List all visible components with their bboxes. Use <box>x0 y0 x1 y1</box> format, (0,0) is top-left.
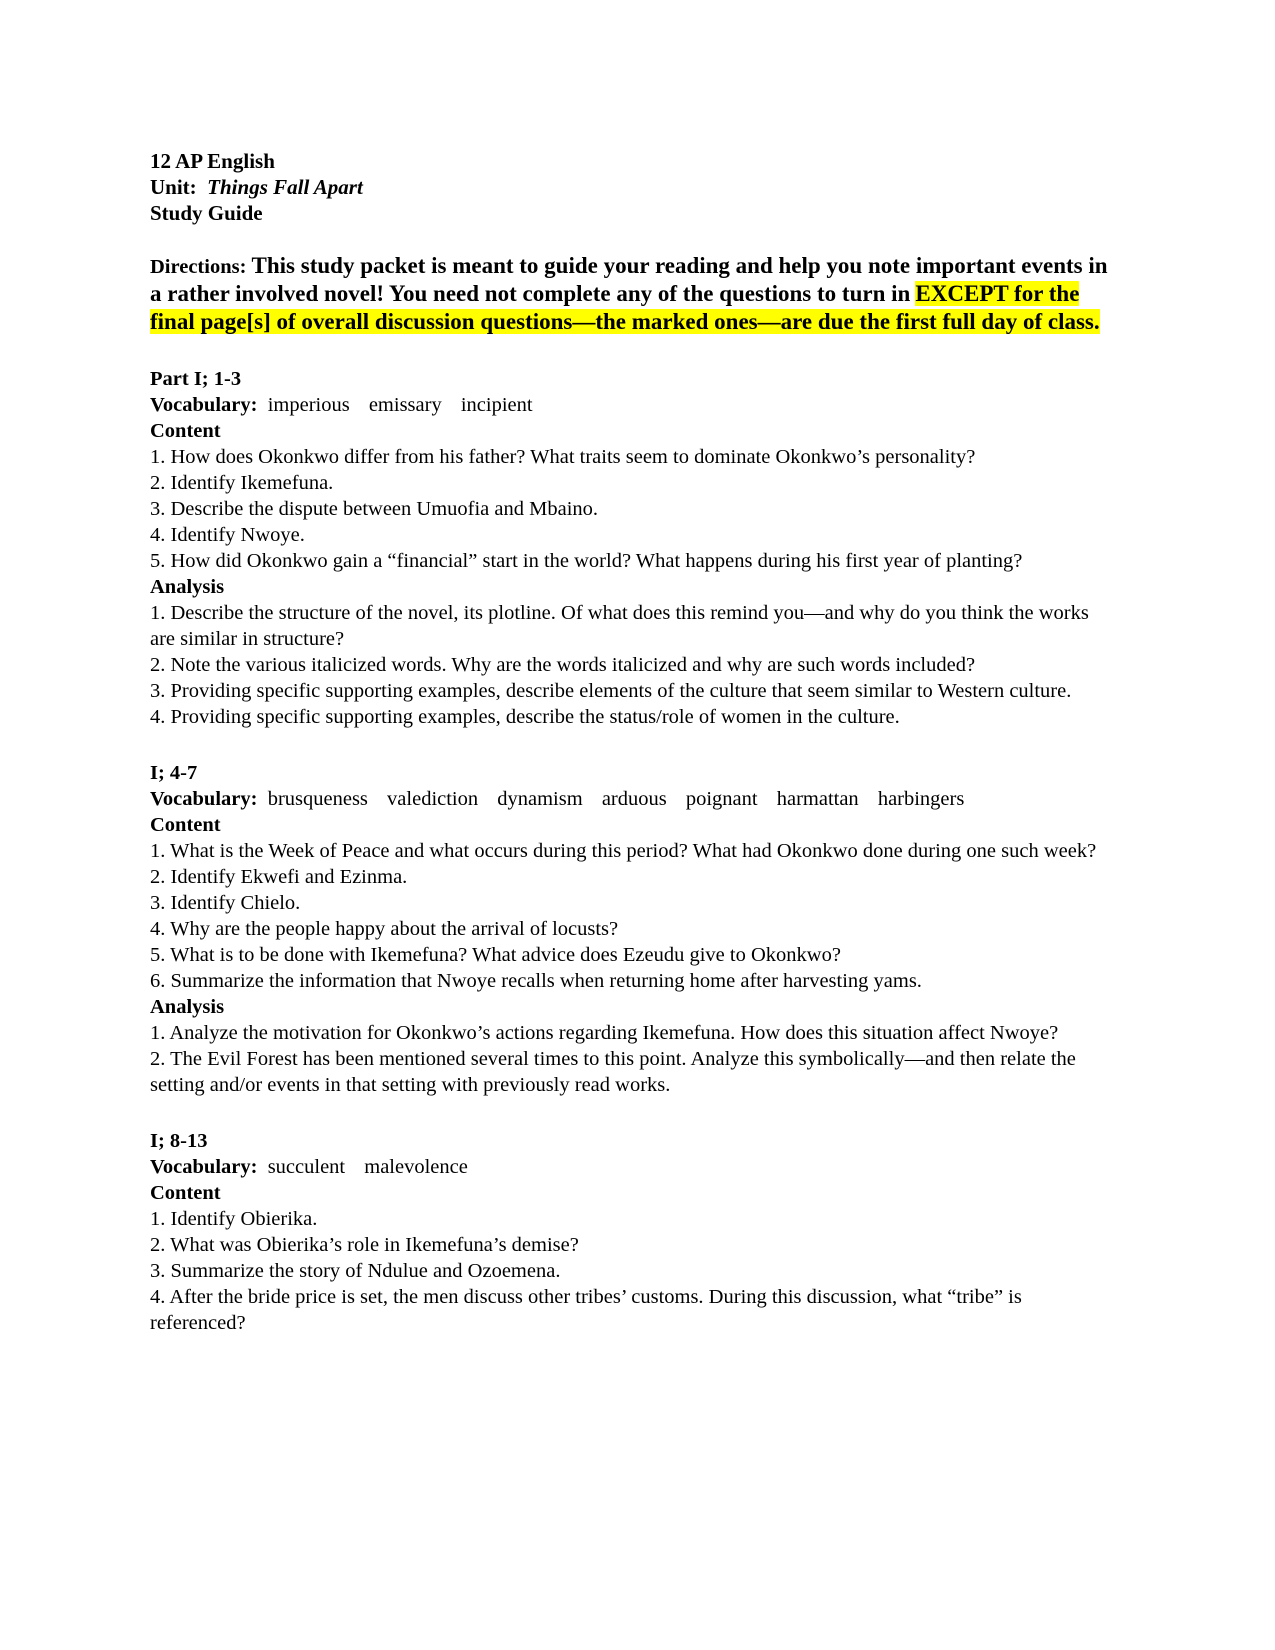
section-part-1-chapters-1-3 <box>150 366 1110 730</box>
content-heading: Content <box>150 420 221 442</box>
analysis-question: 1. Describe the structure of the novel, its plotline. Of what does this remind you—and why do you think the works are similar in structure? <box>150 602 1089 650</box>
vocab-word: succulent <box>267 1156 346 1178</box>
section-part-1-chapters-8-13 <box>150 1128 1110 1336</box>
content-question: 1. Identify Obierika. <box>150 1208 318 1230</box>
unit-label: Unit: <box>150 175 197 199</box>
vocab-word: dynamism <box>497 788 583 810</box>
content-question: 1. How does Okonkwo differ from his father? What traits seem to dominate Okonkwo’s personality? <box>150 446 976 468</box>
directions-highlighted-text: EXCEPT for the final page[s] of overall discussion questions—the marked ones—are due the first full day of class. <box>150 281 1100 334</box>
analysis-question: 2. Note the various italicized words. Why are the words italicized and why are such words included? <box>150 654 976 676</box>
analysis-heading: Analysis <box>150 576 225 598</box>
vocab-word: harmattan <box>776 788 859 810</box>
document-header <box>150 148 1110 226</box>
section-title: Part I; 1-3 <box>150 368 242 390</box>
section-title: I; 4-7 <box>150 762 198 784</box>
study-guide-page <box>150 148 1110 1336</box>
content-heading: Content <box>150 1182 221 1204</box>
analysis-question: 3. Providing specific supporting examples, describe elements of the culture that seem similar to Western culture. <box>150 680 1072 702</box>
course-title: 12 AP English <box>150 149 275 173</box>
vocab-word: imperious <box>267 394 350 416</box>
vocab-word: brusqueness <box>267 788 368 810</box>
content-question: 4. Why are the people happy about the arrival of locusts? <box>150 918 619 940</box>
document-type: Study Guide <box>150 201 263 225</box>
content-question: 3. Describe the dispute between Umuofia and Mbaino. <box>150 498 599 520</box>
vocabulary-label: Vocabulary: <box>150 394 258 416</box>
vocab-word: malevolence <box>364 1156 468 1178</box>
content-question: 2. Identify Ikemefuna. <box>150 472 334 494</box>
content-question: 1. What is the Week of Peace and what occurs during this period? What had Okonkwo done during one such week? <box>150 840 1097 862</box>
section-part-1-chapters-4-7 <box>150 760 1110 1098</box>
vocabulary-line <box>150 392 1110 418</box>
vocabulary-line <box>150 1154 1110 1180</box>
content-question: 2. What was Obierika’s role in Ikemefuna’s demise? <box>150 1234 579 1256</box>
vocab-word: harbingers <box>877 788 965 810</box>
directions <box>150 252 1110 336</box>
content-question: 3. Summarize the story of Ndulue and Ozoemena. <box>150 1260 561 1282</box>
vocabulary-label: Vocabulary: <box>150 1156 258 1178</box>
analysis-heading: Analysis <box>150 996 225 1018</box>
content-question: 5. What is to be done with Ikemefuna? What advice does Ezeudu give to Okonkwo? <box>150 944 841 966</box>
section-title: I; 8-13 <box>150 1130 208 1152</box>
unit-line <box>150 174 1110 200</box>
vocab-word: incipient <box>460 394 533 416</box>
content-question: 3. Identify Chielo. <box>150 892 301 914</box>
content-question: 5. How did Okonkwo gain a “financial” start in the world? What happens during his first year of planting? <box>150 550 1023 572</box>
content-question: 2. Identify Ekwefi and Ezinma. <box>150 866 408 888</box>
vocabulary-line <box>150 786 1110 812</box>
analysis-question: 2. The Evil Forest has been mentioned several times to this point. Analyze this symbolically—and then relate the setting and/or events in that setting with previously read works. <box>150 1048 1076 1096</box>
vocab-word: emissary <box>368 394 442 416</box>
vocab-word: poignant <box>685 788 758 810</box>
directions-label: Directions: <box>150 256 247 278</box>
content-question: 4. After the bride price is set, the men discuss other tribes’ customs. During this discussion, what “tribe” is referenced? <box>150 1286 1022 1334</box>
content-question: 6. Summarize the information that Nwoye recalls when returning home after harvesting yams. <box>150 970 922 992</box>
vocab-word: arduous <box>601 788 667 810</box>
content-question: 4. Identify Nwoye. <box>150 524 305 546</box>
content-heading: Content <box>150 814 221 836</box>
unit-title: Things Fall Apart <box>207 175 363 199</box>
analysis-question: 4. Providing specific supporting examples, describe the status/role of women in the culture. <box>150 706 900 728</box>
analysis-question: 1. Analyze the motivation for Okonkwo’s actions regarding Ikemefuna. How does this situation affect Nwoye? <box>150 1022 1059 1044</box>
directions-text: This study packet is meant to guide your reading and help you note important events in a rather involved novel! You need not complete any of the questions to turn in <box>150 253 1108 306</box>
vocab-word: valediction <box>387 788 479 810</box>
vocabulary-label: Vocabulary: <box>150 788 258 810</box>
